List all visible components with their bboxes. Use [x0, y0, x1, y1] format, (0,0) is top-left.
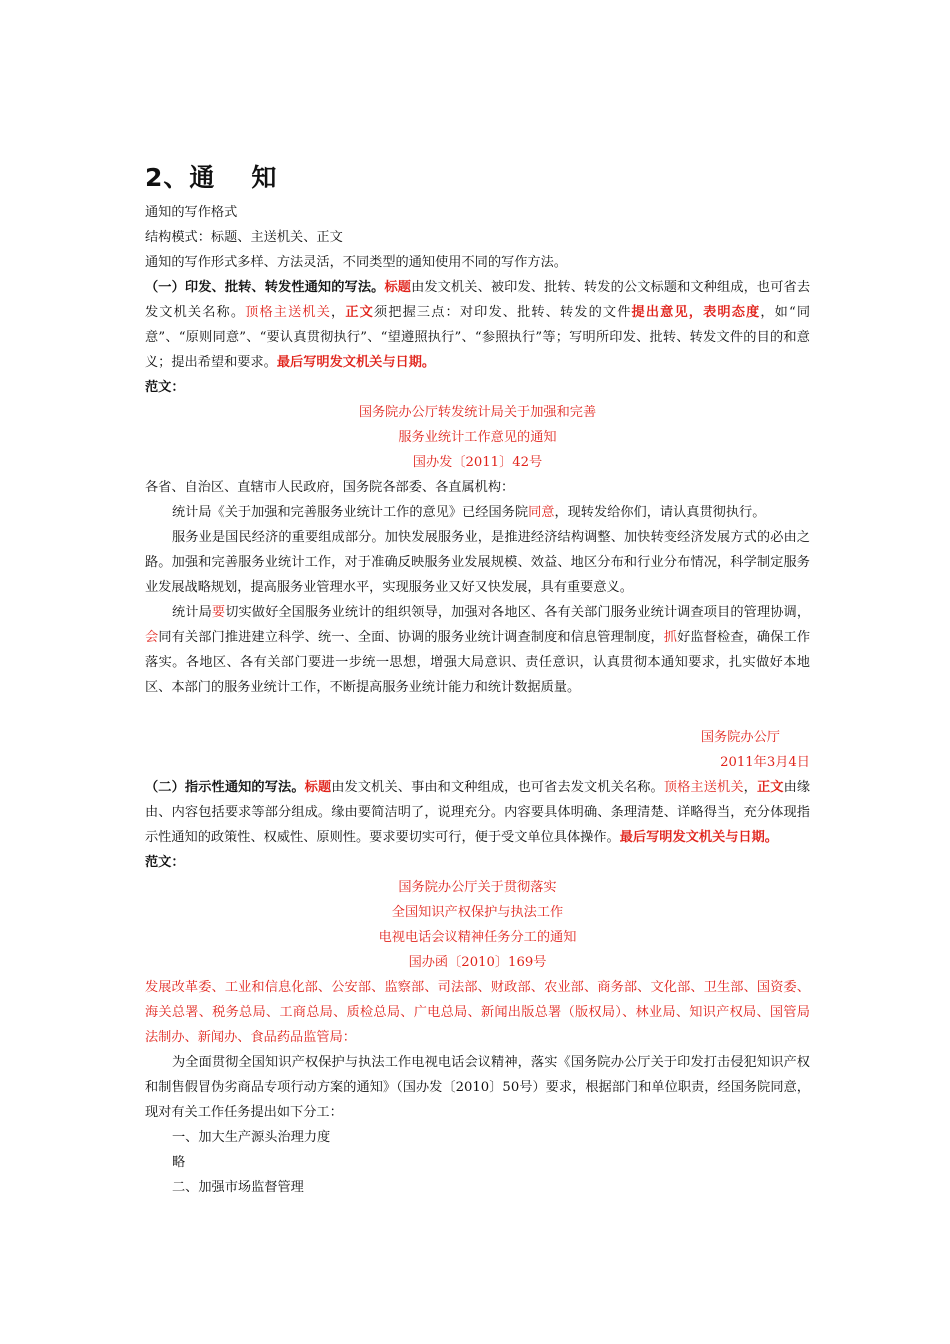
example-paragraph-2: 服务业是国民经济的重要组成部分。加快发展服务业，是推进经济结构调整、加快转变经济发展方式的必由之路。加强和完善服务业统计工作，对于准确反映服务业发展规模、效益、地区分布和行业分布情况，科学制定服务业发展战略规划，提高服务业管理水平，实现服务业又好又快发展，具有重要意义。 — [145, 530, 810, 595]
example2-title-line-3: 电视电话会议精神任务分工的通知 — [378, 930, 577, 945]
example2-paragraph-1: 为全面贯彻全国知识产权保护与执法工作电视电话会议精神，落实《国务院办公厅关于印发打击侵犯知识产权和制售假冒伪劣商品专项行动方案的通知》（国办发〔2010〕50号）要求，根据部门和单位职责，经国务院同意，现对有关工作任务提出如下分工： — [145, 1055, 810, 1120]
example2-title-line-1: 国务院办公厅关于贯彻落实 — [398, 880, 557, 895]
section-1-heading: （一）印发、批转、转发性通知的写法。 — [145, 280, 385, 295]
text-run: ， — [743, 780, 757, 795]
text-run: ，如“同意”、“原则同意”、“要认真贯彻执行”、“望遵照执行”、“参照执行”等；写明所印发、批转、转发文件的目的和意义；提出希望和要求。 — [145, 305, 811, 370]
intro-line-3: 通知的写作形式多样、方法灵活，不同类型的通知使用不同的写作方法。 — [145, 255, 567, 270]
text-run: 统计局 — [172, 605, 212, 620]
section-2-heading: （二）指示性通知的写法。 — [145, 780, 305, 795]
example-title-line-2: 服务业统计工作意见的通知 — [398, 430, 557, 445]
text-run: 须把握三点：对印发、批转、转发的文件 — [373, 305, 632, 320]
example-paragraph-1 — [145, 500, 810, 525]
emph-opinion: 提出意见，表明态度 — [631, 305, 761, 320]
example-title-line-1: 国务院办公厅转发统计局关于加强和完善 — [358, 405, 597, 420]
example-signer: 国务院办公厅 — [700, 730, 780, 745]
example-label-2: 范文： — [145, 855, 185, 870]
emph-title: 标题 — [304, 780, 332, 795]
emph-addressee: 顶格主送机关 — [245, 305, 332, 320]
example-paragraph-3 — [145, 600, 810, 700]
example-label: 范文： — [145, 380, 185, 395]
text-run: 统计局《关于加强和完善服务业统计工作的意见》已经国务院 — [172, 505, 529, 520]
text-run: 由缘由、内容包括要求等部分组成。缘由要简洁明了，说理充分。内容要具体明确、条理清楚、详略得当，充分体现指示性通知的政策性、权威性、原则性。要求要切实可行，便于受文单位具体操作。 — [145, 780, 811, 845]
title-number: 2、通 — [145, 163, 216, 192]
emph-body: 正文 — [345, 305, 374, 320]
example-addressees: 各省、自治区、直辖市人民政府，国务院各部委、各直属机构： — [145, 480, 515, 495]
emph-char: 抓 — [663, 630, 678, 645]
text-run: ， — [331, 305, 346, 320]
intro-line-1: 通知的写作格式 — [145, 205, 238, 220]
emph-title: 标题 — [384, 280, 412, 295]
emph-ending: 最后写明发文机关与日期。 — [619, 830, 778, 845]
emph-approve: 同意 — [528, 505, 555, 520]
emph-addressee: 顶格主送机关 — [663, 780, 744, 795]
text-run: 由发文机关、事由和文种组成，也可省去发文机关名称。 — [331, 780, 664, 795]
example2-item-2: 二、加强市场监督管理 — [172, 1180, 304, 1195]
emph-char: 会 — [145, 630, 159, 645]
text-run: 好监督检查，确保工作落实。各地区、各有关部门要进一步统一思想，增强大局意识、责任意识，认真贯彻本通知要求，扎实做好本地区、本部门的服务业统计工作，不断提高服务业统计能力和统计数据质量。 — [145, 630, 811, 695]
emph-body: 正文 — [756, 780, 784, 795]
text-run: ，现转发给你们，请认真贯彻执行。 — [554, 505, 766, 520]
example2-item-1-body: 略 — [172, 1155, 186, 1170]
text-run: 切实做好全国服务业统计的组织领导，加强对各地区、各有关部门服务业统计调查项目的管理协调， — [225, 605, 811, 620]
emph-ending: 最后写明发文机关与日期。 — [276, 355, 436, 370]
text-run: 同有关部门推进建立科学、统一、全面、协调的服务业统计调查制度和信息管理制度， — [158, 630, 664, 645]
example-date: 2011年3月4日 — [720, 755, 810, 770]
title-char: 知 — [251, 163, 278, 192]
example2-addressees: 发展改革委、工业和信息化部、公安部、监察部、司法部、财政部、农业部、商务部、文化部、卫生部、国资委、海关总署、税务总局、工商总局、质检总局、广电总局、新闻出版总署（版权局）、林业局、知识产权局、国管局法制办、新闻办、食品药品监管局： — [145, 980, 810, 1045]
section-1-paragraph — [145, 275, 810, 375]
document-body — [145, 200, 810, 1200]
section-2-paragraph — [145, 775, 810, 850]
page-title — [145, 158, 277, 194]
example2-item-1: 一、加大生产源头治理力度 — [172, 1130, 331, 1145]
emph-char: 要 — [211, 605, 226, 620]
intro-line-2: 结构模式：标题、主送机关、正文 — [145, 230, 343, 245]
example-doc-number: 国办发〔2011〕42号 — [412, 455, 543, 470]
example2-title-line-2: 全国知识产权保护与执法工作 — [391, 905, 564, 920]
example2-doc-number: 国办函〔2010〕169号 — [408, 955, 547, 970]
text-run: 由发文机关、被印发、批转、转发的公文标题和文种组成，也可省去发文机关名称。 — [145, 280, 811, 320]
